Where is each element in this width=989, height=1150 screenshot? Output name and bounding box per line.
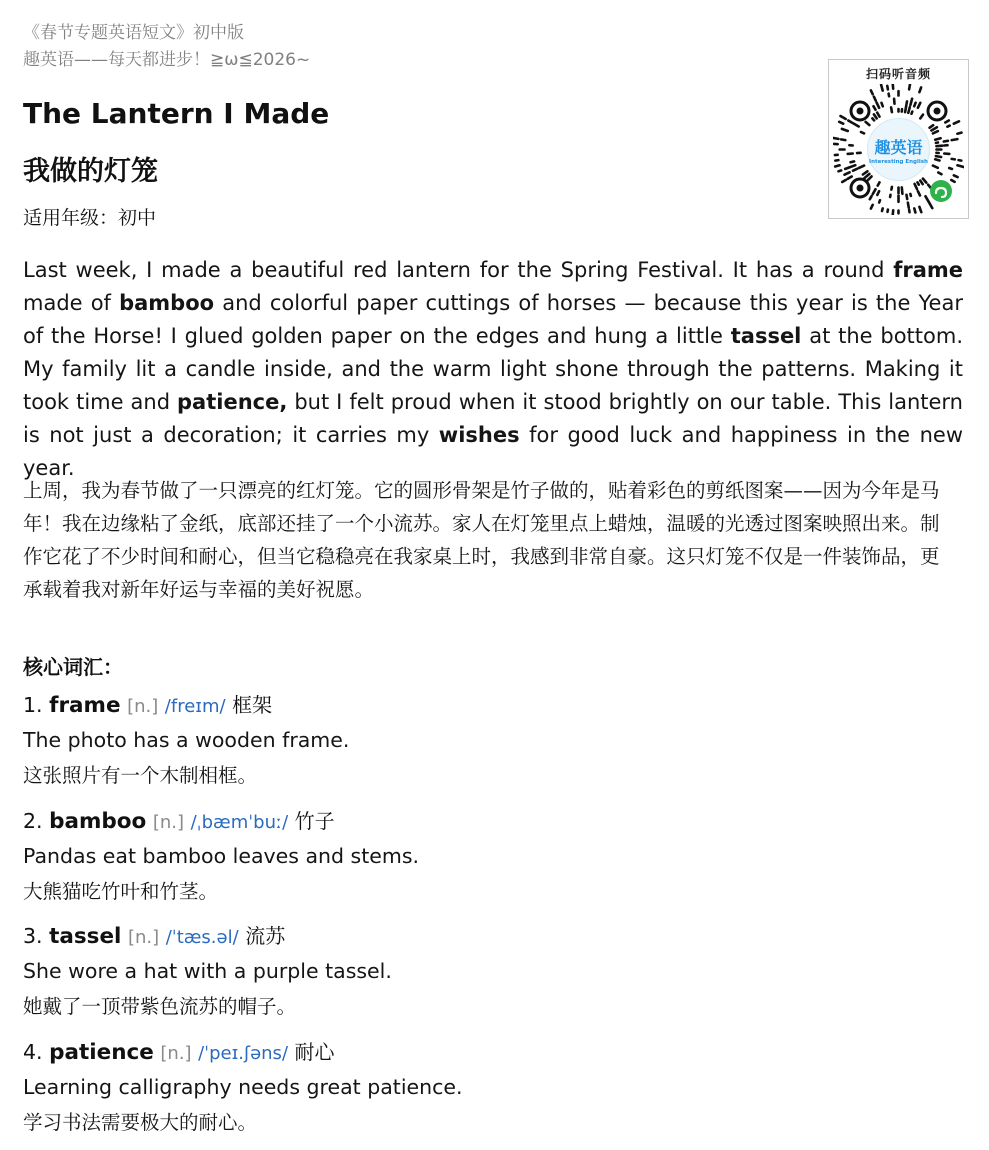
qr-brand-chinese: 趣英语 [874, 138, 922, 157]
phonetic: /ˌbæmˈbuː/ [191, 812, 289, 833]
vocab-heading: 核心词汇： [23, 651, 123, 680]
keyword-frame: frame [893, 258, 963, 282]
vocab-item-bamboo [23, 804, 963, 920]
part-of-speech: [n.] [153, 812, 184, 833]
keyword-patience: patience, [177, 390, 287, 414]
mini-program-badge-icon [930, 180, 952, 202]
mini-program-code-icon[interactable] [833, 84, 964, 215]
phonetic: /ˈpeɪ.ʃəns/ [198, 1043, 288, 1064]
example-english: Learning calligraphy needs great patience. [23, 1070, 963, 1105]
vocab-item-frame [23, 688, 963, 804]
qr-brand-english: Interesting English [869, 159, 928, 165]
vocab-word: tassel [49, 924, 121, 949]
vocab-meaning: 流苏 [245, 924, 285, 948]
vocab-word: bamboo [49, 809, 146, 834]
series-title: 《春节专题英语短文》初中版 [23, 18, 244, 43]
vocab-number: 3. [23, 924, 43, 948]
vocab-word: patience [49, 1040, 154, 1065]
example-english: She wore a hat with a purple tassel. [23, 954, 963, 989]
grade-level: 适用年级：初中 [23, 203, 156, 230]
phonetic: /freɪm/ [165, 696, 226, 717]
example-english: The photo has a wooden frame. [23, 723, 963, 758]
vocab-word: frame [49, 693, 120, 718]
vocab-item-patience [23, 1035, 963, 1150]
qr-finder-top-left [851, 102, 869, 120]
article-title-chinese: 我做的灯笼 [23, 149, 158, 188]
vocab-meaning: 框架 [232, 693, 272, 717]
brand-slogan: 趣英语——每天都进步！≧ω≦2026~ [23, 45, 310, 70]
qr-finder-top-right [928, 102, 946, 120]
vocab-meaning: 竹子 [295, 809, 335, 833]
part-of-speech: [n.] [160, 1043, 191, 1064]
example-chinese: 学习书法需要极大的耐心。 [23, 1105, 963, 1140]
vocab-number: 1. [23, 693, 43, 717]
vocab-number: 4. [23, 1040, 43, 1064]
keyword-tassel: tassel [731, 324, 802, 348]
passage-english: Last week, I made a beautiful red lantern for the Spring Festival. It has a round frame made of bamboo and colorful paper cuttings of horses — because this year is the Year of the Horse! I glued golden paper on the edges and hung a little tassel at the bottom. My family lit a candle inside, and the warm light shone through the patterns. Making it took time and patience, but I felt proud when it stood brightly on our table. This lantern is not just a decoration; it carries my wishes for good luck and happiness in the new year. [23, 254, 963, 485]
part-of-speech: [n.] [128, 927, 159, 948]
vocab-item-tassel [23, 919, 963, 1035]
example-chinese: 这张照片有一个木制相框。 [23, 758, 963, 793]
vocab-list [23, 688, 963, 1150]
vocab-number: 2. [23, 809, 43, 833]
qr-finder-bottom-left [851, 179, 869, 197]
qr-caption: 扫码听音频 [829, 65, 968, 82]
article-title-english: The Lantern I Made [23, 97, 329, 130]
phonetic: /ˈtæs.əl/ [166, 927, 239, 948]
example-chinese: 大熊猫吃竹叶和竹茎。 [23, 874, 963, 909]
vocab-meaning: 耐心 [295, 1040, 335, 1064]
example-chinese: 她戴了一顶带紫色流苏的帽子。 [23, 989, 963, 1024]
passage-chinese: 上周，我为春节做了一只漂亮的红灯笼。它的圆形骨架是竹子做的，贴着彩色的剪纸图案——因为今年是马年！我在边缘粘了金纸，底部还挂了一个小流苏。家人在灯笼里点上蜡烛，温暖的光透过图案映照出来。制作它花了不少时间和耐心，但当它稳稳亮在我家桌上时，我感到非常自豪。这只灯笼不仅是一件装饰品，更承载着我对新年好运与幸福的美好祝愿。 [23, 474, 953, 606]
keyword-wishes: wishes [439, 423, 520, 447]
keyword-bamboo: bamboo [119, 291, 214, 315]
example-english: Pandas eat bamboo leaves and stems. [23, 839, 963, 874]
audio-qr-panel[interactable] [828, 59, 969, 219]
part-of-speech: [n.] [127, 696, 158, 717]
